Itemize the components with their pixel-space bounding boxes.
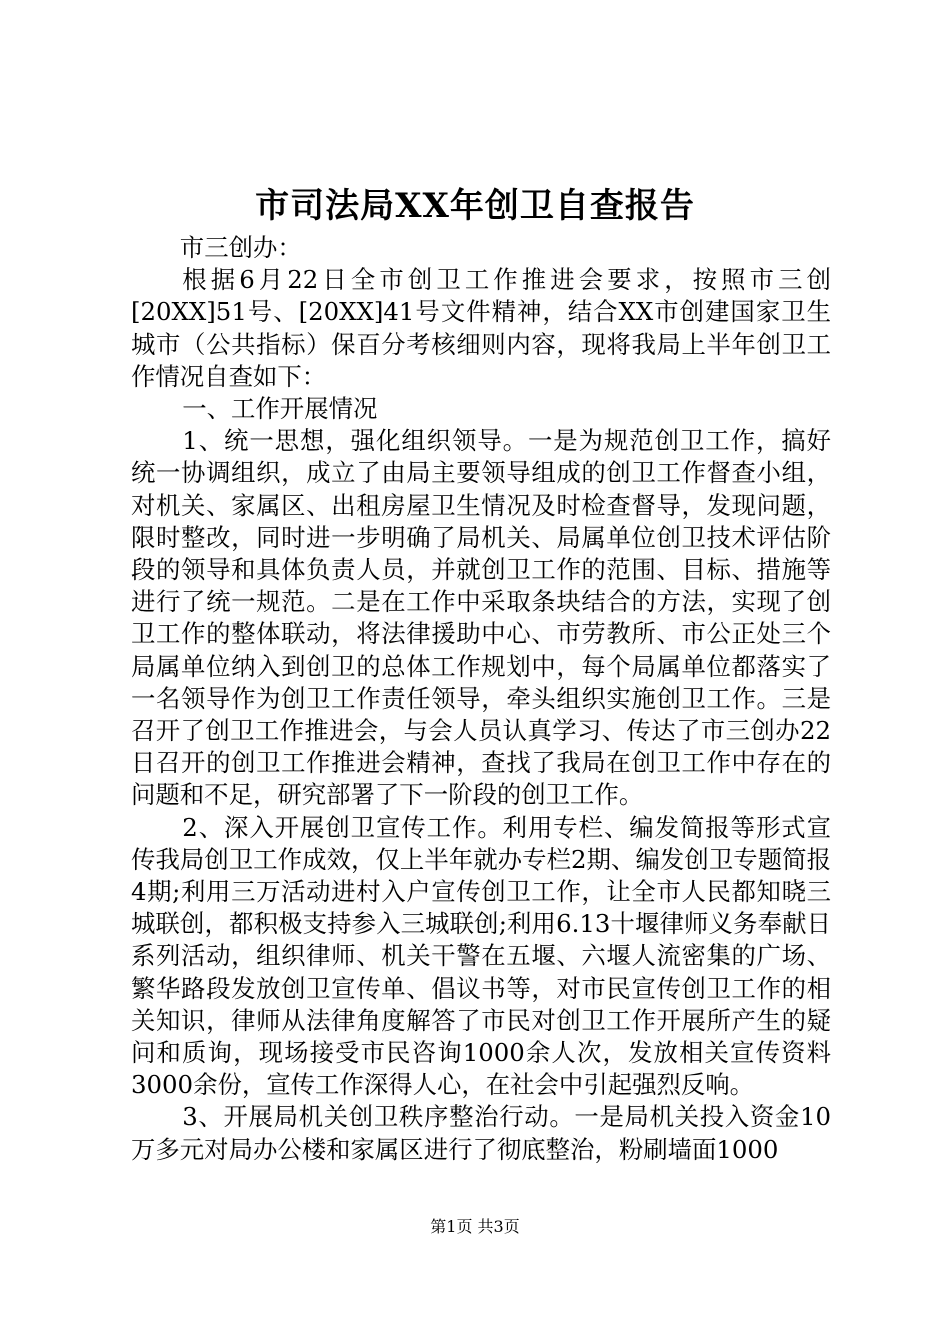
section-heading: 一、工作开展情况 <box>182 394 378 424</box>
body-paragraph: 2、深入开展创卫宣传工作。利用专栏、编发简报等形式宣传我局创卫工作成效，仅上半年就办专栏2期、编发创卫专题简报4期;利用三万活动进村入户宣传创卫工作，让全市人民都知晓三城联创，都积极支持参入三城联创;利用6.13十堰律师义务奉献日系列活动，组织律师、机关干警在五堰、六堰人流密集的广场、繁华路段发放创卫宣传单、倡议书等，对市民宣传创卫工作的相关知识，律师从法律角度解答了市民对创卫工作开展所产生的疑问和质询，现场接受市民咨询1000余人次，发放相关宣传资料3000余份，宣传工作深得人心，在社会中引起强烈反响。 <box>131 812 831 1100</box>
intro-paragraph: 根据6月22日全市创卫工作推进会要求，按照市三创[20XX]51号、[20XX]41号文件精神，结合XX市创建国家卫生城市（公共指标）保百分考核细则内容，现将我局上半年创卫工作情况自查如下： <box>131 265 831 391</box>
document-body <box>131 232 831 1166</box>
body-paragraph: 3、开展局机关创卫秩序整治行动。一是局机关投入资金10万多元对局办公楼和家属区进行了彻底整治，粉刷墙面1000 <box>131 1102 831 1164</box>
page-footer: 第1页 共3页 <box>430 1217 520 1236</box>
salutation-paragraph: 市三创办： <box>179 233 302 262</box>
body-paragraph: 1、统一思想，强化组织领导。一是为规范创卫工作，搞好统一协调组织，成立了由局主要领导组成的创卫工作督查小组，对机关、家属区、出租房屋卫生情况及时检查督导，发现问题，限时整改，同时进一步明确了局机关、局属单位创卫技术评估阶段的领导和具体负责人员，并就创卫工作的范围、目标、措施等进行了统一规范。二是在工作中采取条块结合的方法，实现了创卫工作的整体联动，将法律援助中心、市劳教所、市公正处三个局属单位纳入到创卫的总体工作规划中，每个局属单位都落实了一名领导作为创卫工作责任领导，牵头组织实施创卫工作。三是召开了创卫工作推进会，与会人员认真学习、传达了市三创办22日召开的创卫工作推进会精神，查找了我局在创卫工作中存在的问题和不足，研究部署了下一阶段的创卫工作。 <box>131 426 831 810</box>
document-title: 市司法局XX年创卫自查报告 <box>255 186 695 226</box>
